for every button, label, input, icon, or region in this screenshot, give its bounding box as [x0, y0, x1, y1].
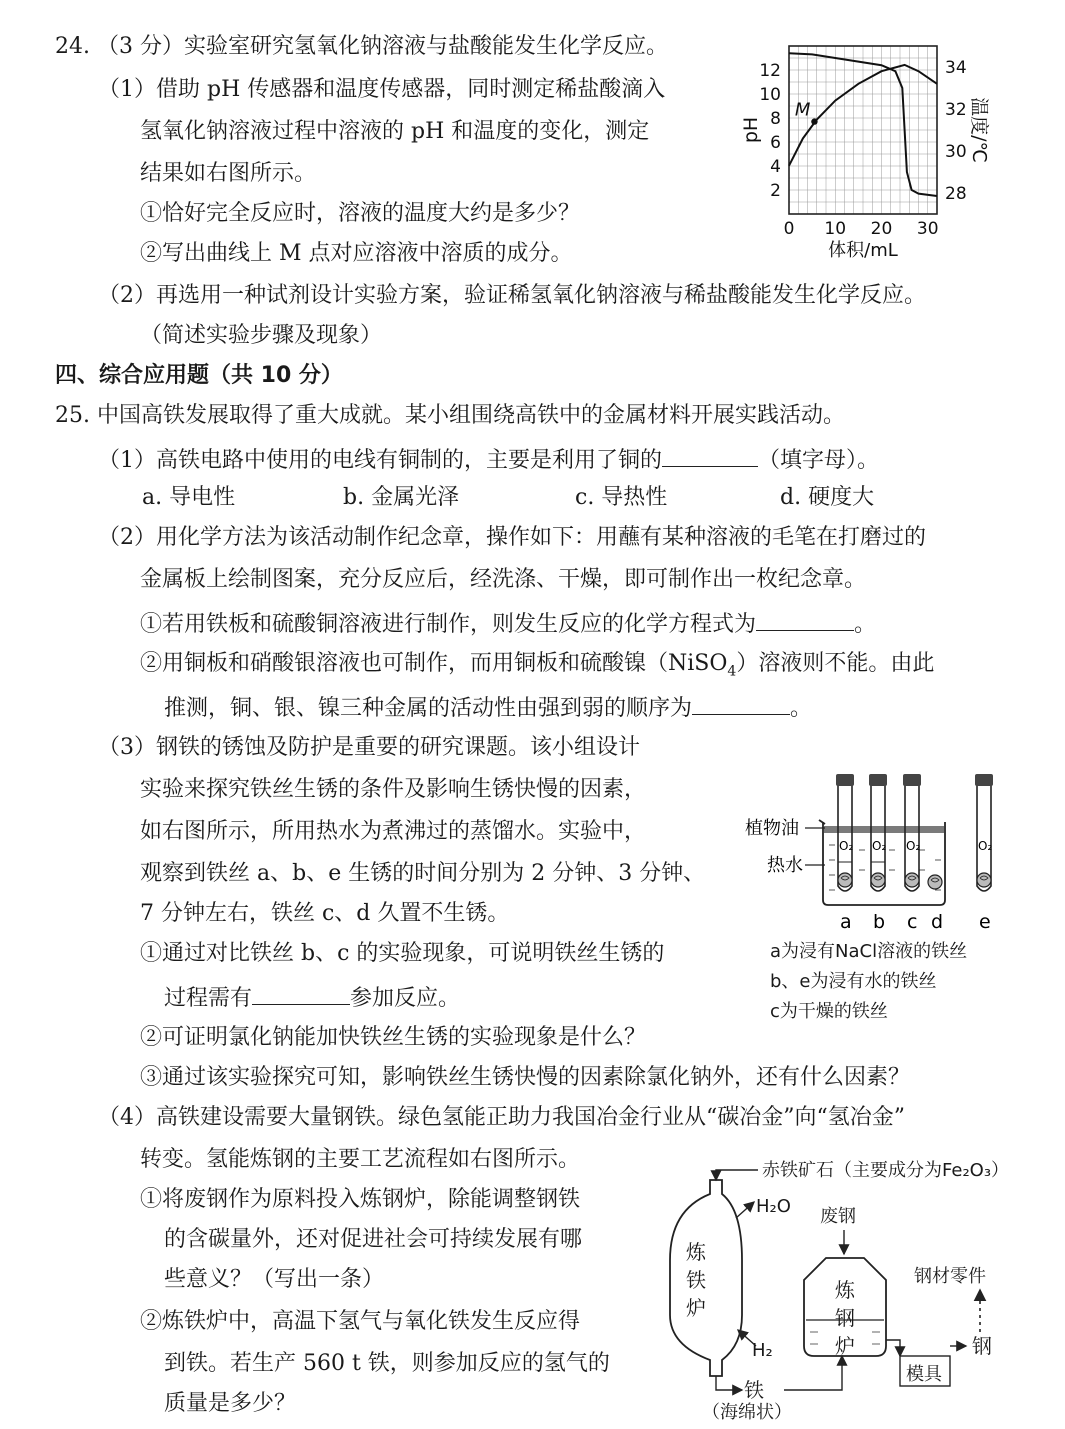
q25-part2-question-2: [140, 650, 934, 685]
q25-part1-text: （1）高铁电路中使用的电线有铜制的，主要是利用了铜的: [98, 448, 662, 473]
legend-a: a为浸有NaCl溶液的铁丝: [770, 941, 968, 962]
q25-part4-q2-line3: 质量是多少？: [164, 1391, 297, 1416]
section-heading: 四、综合应用题（共 10 分）: [55, 363, 343, 388]
q25-part3-line4: 观察到铁丝 a、b、e 生锈的时间分别为 2 分钟、3 分钟、: [140, 861, 706, 886]
y-tick-left: 12: [759, 61, 781, 81]
y-tick-left: 10: [759, 85, 781, 105]
q25-part2-q2-end: 。: [790, 696, 813, 721]
q25-part3-line5: 7 分钟左右，铁丝 c、d 久置不生锈。: [140, 901, 510, 926]
tube-label-a: a: [840, 911, 852, 933]
subscript: 4: [727, 663, 737, 680]
sponge-label: （海绵状）: [702, 1402, 792, 1423]
q25-part4-q2-line1: ②炼铁炉中，高温下氢气与氧化铁发生反应得: [140, 1309, 581, 1334]
o2-label-a: O₂: [839, 839, 854, 853]
ore-label: 赤铁矿石（主要成分为Fe₂O₃）: [762, 1160, 1010, 1181]
scrap-steel-label: 废钢: [820, 1206, 856, 1227]
option-d: d. 硬度大: [780, 485, 875, 510]
y-axis-label-left: pH: [740, 116, 762, 144]
q25-part3-question-1-line2: [164, 982, 460, 1013]
answer-blank-3[interactable]: [692, 692, 790, 715]
q25-part1: [98, 444, 879, 475]
y-tick-right: 28: [945, 184, 967, 204]
q25-part2-question-1: [140, 608, 876, 639]
y-tick-left: 2: [770, 181, 781, 201]
q24-question-2: ②写出曲线上 M 点对应溶液中溶质的成分。: [140, 241, 573, 266]
h2o-label: H₂O: [756, 1196, 791, 1217]
rust-experiment-figure: [745, 770, 1005, 940]
answer-blank-2[interactable]: [756, 608, 854, 631]
o2-label-b: O₂: [872, 839, 887, 853]
q25-part4-q1-line2: 的含碳量外，还对促进社会可持续发展有哪: [164, 1227, 583, 1252]
q25-part3-question-2: ②可证明氯化钠能加快铁丝生锈的实验现象是什么？: [140, 1025, 647, 1050]
steel-label: 钢: [972, 1334, 992, 1358]
q25-part2-line2: 金属板上绘制图案，充分反应后，经洗涤、干燥，即可制作出一枚纪念章。: [140, 567, 867, 592]
legend-b-e: b、e为浸有水的铁丝: [770, 971, 937, 992]
q25-part2-q2-text2: ）溶液则不能。由此: [736, 651, 935, 676]
y-tick-right: 34: [945, 58, 967, 78]
o2-label-c: O₂: [906, 839, 921, 853]
answer-blank-4[interactable]: [252, 982, 350, 1005]
option-b: b. 金属光泽: [343, 485, 460, 510]
q25-part4-q1-line1: ①将废钢作为原料投入炼钢炉，除能调整钢铁: [140, 1187, 581, 1212]
q25-part2-question-2-line2: [164, 692, 812, 723]
y-axis-label-right: 温度/℃: [968, 97, 990, 163]
tube-label-b: b: [873, 911, 886, 933]
x-tick: 30: [916, 219, 939, 239]
iron-furnace-char-3: 炉: [686, 1296, 706, 1320]
y-tick-left: 8: [770, 109, 781, 129]
q25-part1-suffix: （填字母）。: [758, 448, 880, 473]
q25-part2-line1: （2）用化学方法为该活动制作纪念章，操作如下：用蘸有某种溶液的毛笔在打磨过的: [98, 525, 926, 550]
hot-water-label: 热水: [767, 855, 803, 876]
steel-parts-label: 钢材零件: [914, 1266, 986, 1287]
q24-part1-line1: （1）借助 pH 传感器和温度传感器，同时测定稀盐酸滴入: [98, 77, 666, 102]
tube-label-c: c: [907, 911, 918, 933]
steel-furnace-char-2: 钢: [835, 1306, 855, 1330]
y-tick-left: 4: [770, 157, 781, 177]
q25-part3-line2: 实验来探究铁丝生锈的条件及影响生锈快慢的因素，: [140, 777, 647, 802]
iron-furnace-char-2: 铁: [686, 1268, 706, 1292]
q25-part3-line3: 如右图所示，所用热水为煮沸过的蒸馏水。实验中，: [140, 819, 647, 844]
o2-label-e: O₂: [978, 839, 993, 853]
y-tick-right: 32: [945, 100, 967, 120]
q25-part4-q2-line2: 到铁。若生产 560 t 铁，则参加反应的氢气的: [164, 1351, 610, 1376]
iron-output-label: 铁: [744, 1378, 764, 1402]
q25-part3-question-1: ①通过对比铁丝 b、c 的实验现象，可说明铁丝生锈的: [140, 941, 665, 966]
q25-part2-q1-end: 。: [854, 612, 877, 637]
q25-part4-line2: 转变。氢能炼钢的主要工艺流程如右图所示。: [140, 1147, 581, 1172]
q24-part2-line1: （2）再选用一种试剂设计实验方案，验证稀氢氧化钠溶液与稀盐酸能发生化学反应。: [98, 283, 926, 308]
q25-part4-line1: （4）高铁建设需要大量钢铁。绿色氢能正助力我国冶金行业从“碳冶金”向“氢冶金”: [98, 1105, 905, 1130]
option-a: a. 导电性: [142, 485, 236, 510]
q25-part3-question-3: ③通过该实验探究可知，影响铁丝生锈快慢的因素除氯化钠外，还有什么因素？: [140, 1065, 911, 1090]
q24-title: 24. （3 分）实验室研究氢氧化钠溶液与盐酸能发生化学反应。: [55, 34, 668, 59]
x-tick: 10: [824, 219, 847, 239]
tube-label-d: d: [931, 911, 944, 933]
option-c: c. 导热性: [575, 485, 668, 510]
answer-blank-1[interactable]: [662, 444, 758, 467]
q25-part4-q1-line3: 些意义？（写出一条）: [164, 1267, 385, 1292]
tube-label-e: e: [979, 911, 991, 933]
x-axis-label: 体积/mL: [828, 240, 898, 261]
oil-label: 植物油: [745, 818, 799, 839]
x-tick: 20: [870, 219, 893, 239]
mold-label: 模具: [906, 1364, 942, 1385]
m-point: [811, 118, 817, 124]
q25-part3-q1-l2-text: 过程需有: [164, 986, 253, 1011]
steel-furnace-char-3: 炉: [835, 1334, 855, 1358]
q25-part2-q1-text: ①若用铁板和硫酸铜溶液进行制作，则发生反应的化学方程式为: [140, 612, 757, 637]
q24-part2-line2: （简述实验步骤及现象）: [140, 323, 383, 348]
q24-question-1: ①恰好完全反应时，溶液的温度大约是多少？: [140, 201, 581, 226]
q25-part3-line1: （3）钢铁的锈蚀及防护是重要的研究课题。该小组设计: [98, 735, 640, 760]
x-tick: 0: [783, 219, 795, 239]
q24-part1-line3: 结果如右图所示。: [140, 161, 317, 186]
ph-temperature-chart: [740, 28, 990, 261]
y-tick-left: 6: [770, 133, 781, 153]
iron-furnace-char-1: 炼: [686, 1240, 706, 1264]
y-tick-right: 30: [945, 142, 967, 162]
q25-title: 25. 中国高铁发展取得了重大成就。某小组围绕高铁中的金属材料开展实践活动。: [55, 403, 845, 428]
steel-furnace-char-1: 炼: [835, 1278, 855, 1302]
q25-part2-q2-text: ②用铜板和硝酸银溶液也可制作，而用铜板和硫酸镍（NiSO: [140, 651, 728, 676]
q24-part1-line2: 氢氧化钠溶液过程中溶液的 pH 和温度的变化，测定: [140, 119, 650, 144]
q25-part2-q2-l2-text: 推测，铜、银、镍三种金属的活动性由强到弱的顺序为: [164, 696, 693, 721]
h2-label: H₂: [752, 1340, 773, 1361]
m-point-label: M: [794, 99, 811, 121]
legend-c: c为干燥的铁丝: [770, 1001, 888, 1022]
q25-part3-q1-l2-suffix: 参加反应。: [350, 986, 461, 1011]
